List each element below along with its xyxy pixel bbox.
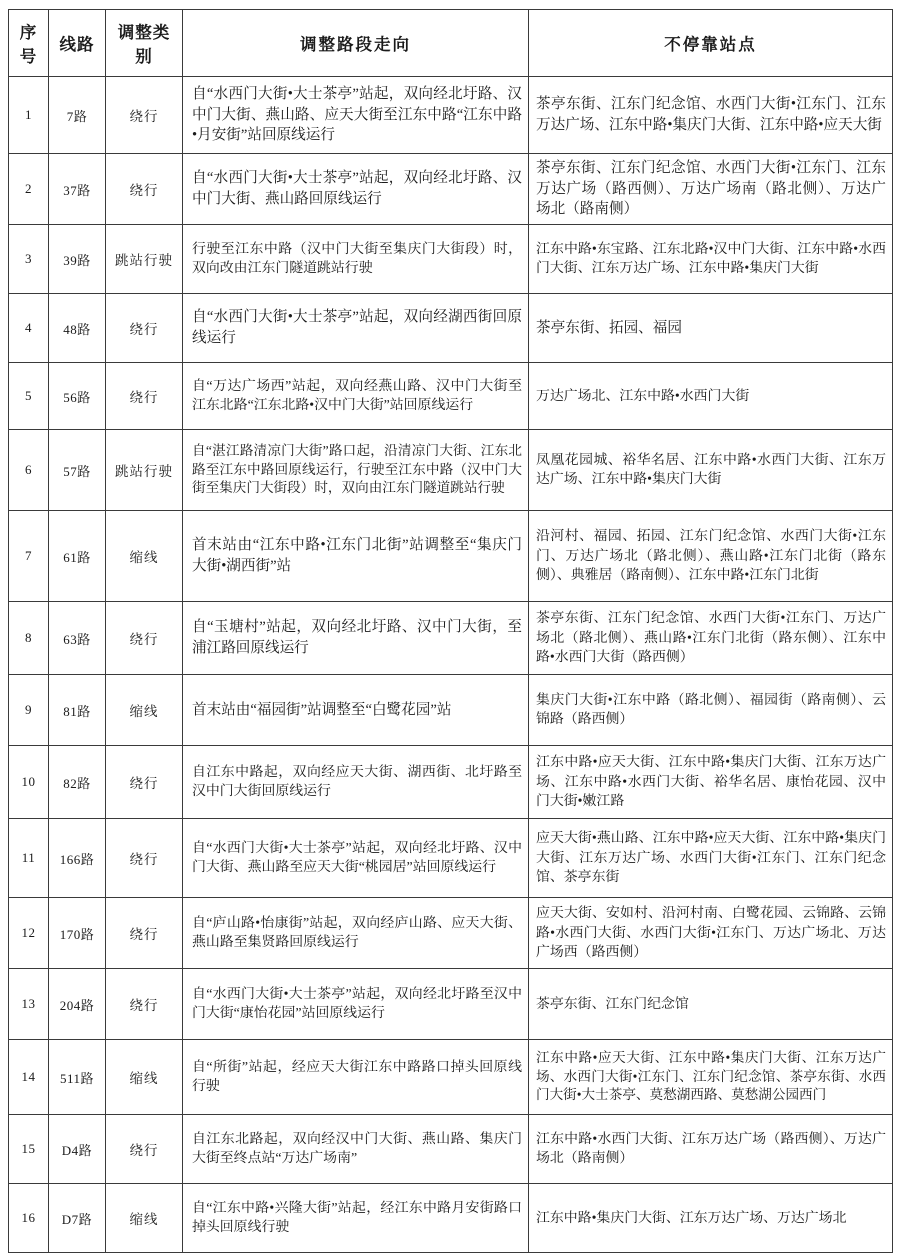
table-row (9, 1184, 893, 1253)
table-body (9, 77, 893, 1253)
row-seq: 9 (9, 675, 49, 746)
row-line: 61路 (49, 511, 106, 602)
table-header (9, 10, 893, 77)
table-row (9, 294, 893, 363)
column-header-line: 线路 (49, 10, 106, 77)
row-line: 170路 (49, 898, 106, 969)
table-row (9, 225, 893, 294)
row-seq: 7 (9, 511, 49, 602)
row-line: 81路 (49, 675, 106, 746)
row-stops: 茶亭东街、拓园、福园 (529, 294, 893, 363)
row-line: 39路 (49, 225, 106, 294)
row-desc: 自“庐山路•怡康街”站起，双向经庐山路、应天大街、燕山路至集贤路回原线运行 (183, 898, 529, 969)
column-header-seq: 序号 (9, 10, 49, 77)
row-seq: 4 (9, 294, 49, 363)
row-stops: 应天大街、安如村、沿河村南、白鹭花园、云锦路、云锦路•水西门大街、水西门大街•江东门、万达广场北、万达广场西（路西侧） (529, 898, 893, 969)
row-stops: 沿河村、福园、拓园、江东门纪念馆、水西门大街•江东门、万达广场北（路北侧）、燕山路•江东门北街（路东侧）、典雅居（路南侧）、江东中路•江东门北街 (529, 511, 893, 602)
column-header-stops: 不停靠站点 (529, 10, 893, 77)
table-row (9, 602, 893, 675)
row-type: 缩线 (106, 511, 183, 602)
row-desc: 行驶至江东中路（汉中门大街至集庆门大街段）时，双向改由江东门隧道跳站行驶 (183, 225, 529, 294)
row-line: 48路 (49, 294, 106, 363)
row-stops: 茶亭东街、江东门纪念馆 (529, 969, 893, 1040)
row-stops: 江东中路•应天大街、江东中路•集庆门大街、江东万达广场、江东中路•水西门大街、裕华名居、康怡花园、汉中门大街•嫩江路 (529, 746, 893, 819)
row-line: 63路 (49, 602, 106, 675)
row-seq: 12 (9, 898, 49, 969)
row-seq: 5 (9, 363, 49, 430)
row-type: 绕行 (106, 602, 183, 675)
row-line: 7路 (49, 77, 106, 154)
row-seq: 16 (9, 1184, 49, 1253)
row-line: 56路 (49, 363, 106, 430)
table-row (9, 430, 893, 511)
row-stops: 茶亭东街、江东门纪念馆、水西门大街•江东门、江东万达广场（路西侧）、万达广场南（路北侧）、万达广场北（路南侧） (529, 154, 893, 225)
row-desc: 自“玉塘村”站起，双向经北圩路、汉中门大街，至浦江路回原线运行 (183, 602, 529, 675)
table-row (9, 898, 893, 969)
row-stops: 凤凰花园城、裕华名居、江东中路•水西门大街、江东万达广场、江东中路•集庆门大街 (529, 430, 893, 511)
row-stops: 茶亭东街、江东门纪念馆、水西门大街•江东门、万达广场北（路北侧）、燕山路•江东门北街（路东侧）、江东中路•水西门大街（路西侧） (529, 602, 893, 675)
row-type: 绕行 (106, 294, 183, 363)
row-seq: 8 (9, 602, 49, 675)
row-type: 缩线 (106, 1040, 183, 1115)
row-type: 绕行 (106, 746, 183, 819)
row-desc: 自“水西门大街•大士茶亭”站起，双向经北圩路、汉中门大街、燕山路回原线运行 (183, 154, 529, 225)
row-line: D4路 (49, 1115, 106, 1184)
row-type: 绕行 (106, 819, 183, 898)
row-stops: 万达广场北、江东中路•水西门大街 (529, 363, 893, 430)
row-stops: 集庆门大街•江东中路（路北侧）、福园街（路南侧）、云锦路（路西侧） (529, 675, 893, 746)
table-row (9, 746, 893, 819)
row-type: 绕行 (106, 77, 183, 154)
row-seq: 10 (9, 746, 49, 819)
row-desc: 自“水西门大街•大士茶亭”站起，双向经湖西街回原线运行 (183, 294, 529, 363)
row-stops: 茶亭东街、江东门纪念馆、水西门大街•江东门、江东万达广场、江东中路•集庆门大街、江东中路•应天大街 (529, 77, 893, 154)
row-line: 166路 (49, 819, 106, 898)
row-line: D7路 (49, 1184, 106, 1253)
row-seq: 14 (9, 1040, 49, 1115)
row-stops: 江东中路•集庆门大街、江东万达广场、万达广场北 (529, 1184, 893, 1253)
table-row (9, 154, 893, 225)
row-type: 绕行 (106, 969, 183, 1040)
row-desc: 自“水西门大街•大士茶亭”站起，双向经北圩路、汉中门大街、燕山路、应天大街至江东中路“江东中路•月安街”站回原线运行 (183, 77, 529, 154)
row-stops: 江东中路•水西门大街、江东万达广场（路西侧）、万达广场北（路南侧） (529, 1115, 893, 1184)
row-type: 跳站行驶 (106, 430, 183, 511)
row-desc: 自“湛江路清凉门大街”路口起，沿清凉门大街、江东北路至江东中路回原线运行，行驶至江东中路（汉中门大街至集庆门大街段）时，双向由江东门隧道跳站行驶 (183, 430, 529, 511)
column-header-type: 调整类别 (106, 10, 183, 77)
row-seq: 15 (9, 1115, 49, 1184)
row-desc: 自“水西门大街•大士茶亭”站起，双向经北圩路、汉中门大街、燕山路至应天大街“桃园居”站回原线运行 (183, 819, 529, 898)
row-line: 37路 (49, 154, 106, 225)
row-seq: 6 (9, 430, 49, 511)
table-row (9, 969, 893, 1040)
row-desc: 首末站由“江东中路•江东门北街”站调整至“集庆门大街•湖西街”站 (183, 511, 529, 602)
row-desc: 自“江东中路•兴隆大街”站起，经江东中路月安街路口掉头回原线行驶 (183, 1184, 529, 1253)
table-row (9, 675, 893, 746)
row-desc: 自江东北路起，双向经汉中门大街、燕山路、集庆门大街至终点站“万达广场南” (183, 1115, 529, 1184)
row-seq: 11 (9, 819, 49, 898)
row-seq: 1 (9, 77, 49, 154)
row-stops: 江东中路•东宝路、江东北路•汉中门大街、江东中路•水西门大街、江东万达广场、江东中路•集庆门大街 (529, 225, 893, 294)
row-desc: 首末站由“福园街”站调整至“白鹭花园”站 (183, 675, 529, 746)
row-line: 511路 (49, 1040, 106, 1115)
route-adjustment-table (8, 9, 893, 1253)
row-type: 绕行 (106, 154, 183, 225)
table-row (9, 1040, 893, 1115)
row-type: 跳站行驶 (106, 225, 183, 294)
table-row (9, 511, 893, 602)
table-row (9, 77, 893, 154)
row-stops: 江东中路•应天大街、江东中路•集庆门大街、江东万达广场、水西门大街•江东门、江东门纪念馆、茶亭东街、水西门大街•大士茶亭、莫愁湖西路、莫愁湖公园西门 (529, 1040, 893, 1115)
row-desc: 自“所街”站起，经应天大街江东中路路口掉头回原线行驶 (183, 1040, 529, 1115)
row-seq: 2 (9, 154, 49, 225)
row-type: 绕行 (106, 898, 183, 969)
row-desc: 自“万达广场西”站起，双向经燕山路、汉中门大街至江东北路“江东北路•汉中门大街”站回原线运行 (183, 363, 529, 430)
row-stops: 应天大街•燕山路、江东中路•应天大街、江东中路•集庆门大街、江东万达广场、水西门大街•江东门、江东门纪念馆、茶亭东街 (529, 819, 893, 898)
row-seq: 13 (9, 969, 49, 1040)
table-row (9, 363, 893, 430)
column-header-desc: 调整路段走向 (183, 10, 529, 77)
row-line: 204路 (49, 969, 106, 1040)
row-line: 57路 (49, 430, 106, 511)
row-line: 82路 (49, 746, 106, 819)
row-type: 绕行 (106, 363, 183, 430)
table-row (9, 1115, 893, 1184)
row-type: 绕行 (106, 1115, 183, 1184)
row-type: 缩线 (106, 675, 183, 746)
table-row (9, 819, 893, 898)
row-desc: 自江东中路起，双向经应天大街、湖西街、北圩路至汉中门大街回原线运行 (183, 746, 529, 819)
row-desc: 自“水西门大街•大士茶亭”站起，双向经北圩路至汉中门大街“康怡花园”站回原线运行 (183, 969, 529, 1040)
row-type: 缩线 (106, 1184, 183, 1253)
header-row (9, 10, 893, 77)
row-seq: 3 (9, 225, 49, 294)
